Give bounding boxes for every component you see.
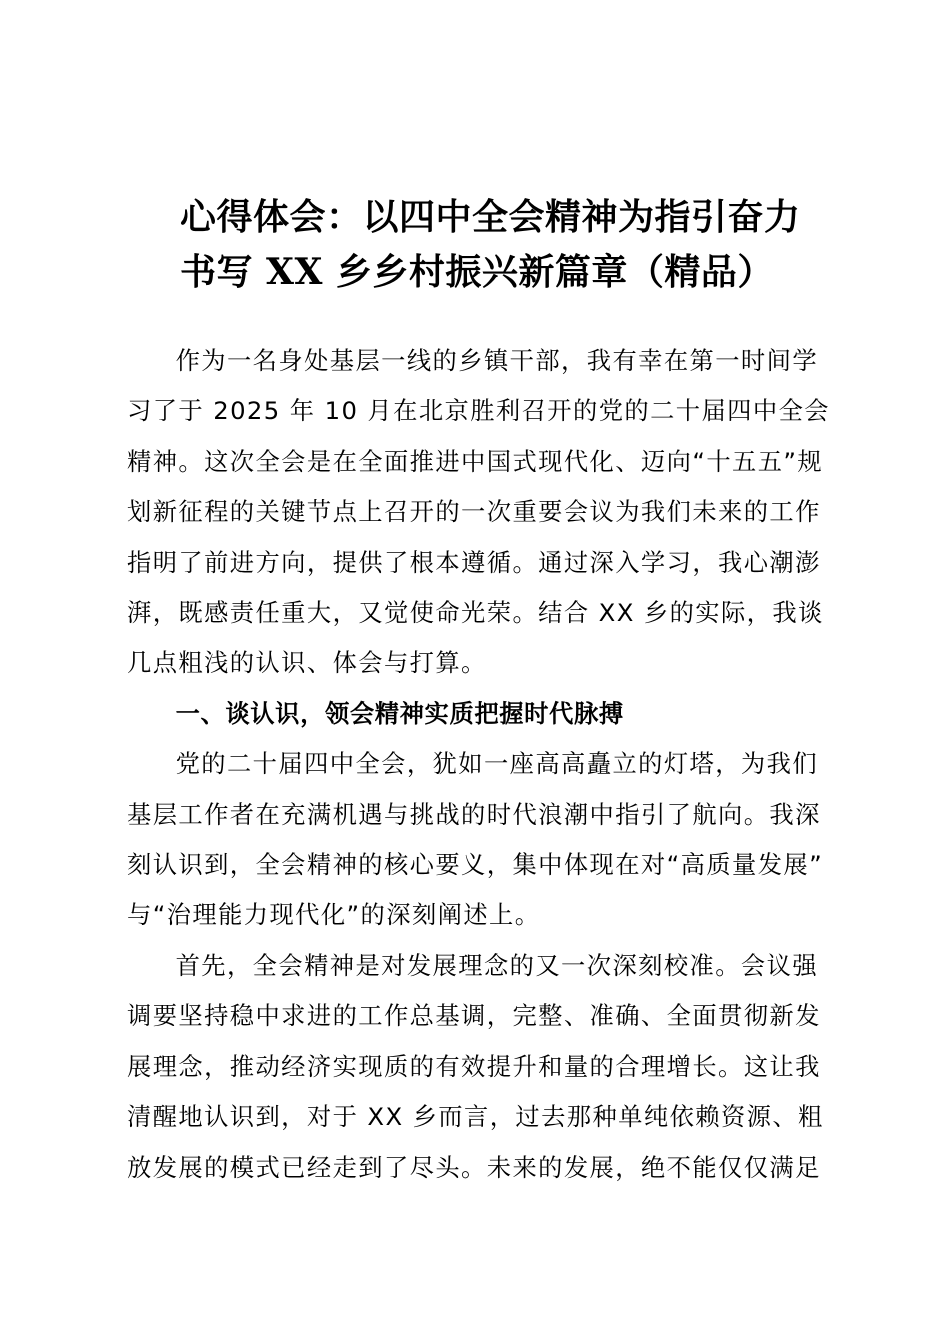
text-line: 几点粗浅的认识、体会与打算。 (127, 648, 487, 678)
text-line: 基层工作者在充满机遇与挑战的时代浪潮中指引了航向。我深 (127, 799, 821, 829)
section-heading-1: 一、谈认识，领会精神实质把握时代脉搏 (175, 698, 624, 728)
text-line: 精神。这次全会是在全面推进中国式现代化、迈向“十五五”规 (127, 446, 824, 476)
text-line: 作为一名身处基层一线的乡镇干部，我有幸在第一时间学 (175, 346, 819, 375)
text-line: 刻认识到，全会精神的核心要义，集中体现在对“高质量发展” (127, 850, 824, 880)
text-line: 指明了前进方向，提供了根本遵循。通过深入学习，我心潮澎 (127, 547, 821, 577)
document-title (180, 190, 830, 300)
text-line: 湃，既感责任重大，又觉使命光荣。结合 XX 乡的实际，我谈 (127, 598, 824, 628)
title-line-2: 书写 XX 乡乡村振兴新篇章（精品） (180, 251, 774, 293)
text-line: 清醒地认识到，对于 XX 乡而言，过去那种单纯依赖资源、粗 (127, 1102, 824, 1132)
text-line: 习了于 2025 年 10 月在北京胜利召开的党的二十届四中全会 (127, 396, 830, 426)
text-line: 划新征程的关键节点上召开的一次重要会议为我们未来的工作 (127, 497, 821, 527)
text-line: 党的二十届四中全会，犹如一座高高矗立的灯塔，为我们 (175, 749, 819, 779)
text-line: 首先，全会精神是对发展理念的又一次深刻校准。会议强 (175, 950, 819, 980)
text-line: 与“治理能力现代化”的深刻阐述上。 (127, 900, 541, 930)
text-line: 展理念，推动经济实现质的有效提升和量的合理增长。这让我 (127, 1051, 821, 1081)
title-line-1: 心得体会：以四中全会精神为指引奋力 (180, 196, 801, 238)
section-1-paragraph-1 (127, 739, 824, 941)
text-line: 放发展的模式已经走到了尽头。未来的发展，绝不能仅仅满足 (127, 1152, 821, 1182)
text-line: 调要坚持稳中求进的工作总基调，完整、准确、全面贯彻新发 (127, 1001, 821, 1031)
section-1-paragraph-2 (127, 941, 824, 1193)
document-body (127, 336, 830, 1193)
intro-paragraph (127, 336, 830, 689)
